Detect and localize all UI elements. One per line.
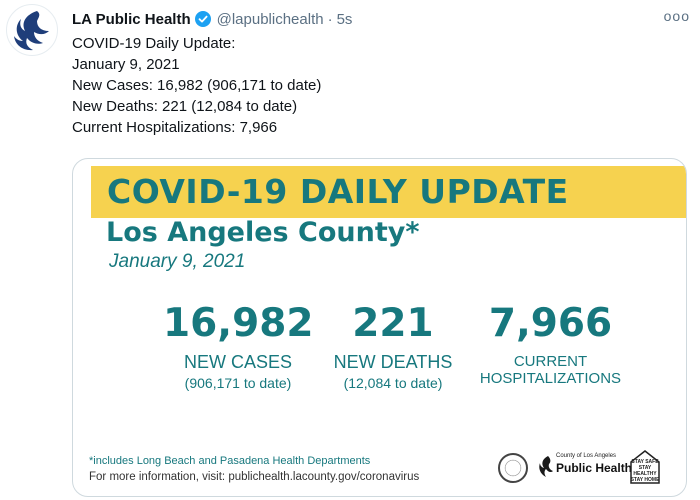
public-health-name: Public Health: [556, 461, 633, 475]
tweet-image-card[interactable]: [72, 158, 687, 497]
stat-label: NEW CASES: [183, 352, 293, 372]
stat-label-line: CURRENT: [513, 353, 588, 370]
banner-title: COVID-19 DAILY UPDATE: [107, 172, 569, 211]
tweet-header: [72, 8, 690, 30]
stat-new-deaths: [323, 301, 463, 393]
stat-label: NEW DEATHS: [333, 352, 453, 372]
stat-label: [463, 353, 638, 387]
banner: [91, 166, 686, 218]
stat-value: 7,966: [488, 301, 613, 346]
avatar[interactable]: [6, 4, 58, 56]
tweet-timestamp[interactable]: 5s: [336, 10, 353, 28]
tweet-line: January 9, 2021: [72, 56, 180, 73]
stay-home-text: STAY SAFE STAY HEALTHY STAY HOME: [630, 459, 660, 483]
stat-new-cases: [163, 301, 313, 393]
tweet-line: New Deaths: 221 (12,084 to date): [72, 98, 298, 115]
more-options-icon[interactable]: ooo: [663, 8, 690, 24]
more-info-text: For more information, visit: publichealth.lacounty.gov/coronavirus: [89, 471, 420, 483]
verified-badge-icon: [195, 11, 211, 27]
public-health-mark-icon: [538, 455, 554, 479]
stat-subtext: (906,171 to date): [184, 375, 292, 391]
user-handle[interactable]: @lapublichealth: [216, 10, 324, 28]
lapublichealth-logo-icon: [7, 5, 57, 55]
county-title: Los Angeles County*: [106, 217, 420, 248]
update-date: January 9, 2021: [109, 251, 246, 272]
stat-value: 221: [352, 301, 434, 346]
tweet-line: COVID-19 Daily Update:: [72, 35, 236, 52]
stat-subtext: (12,084 to date): [343, 375, 443, 391]
public-health-county-text: County of Los Angeles: [556, 453, 617, 459]
stat-value: 16,982: [163, 301, 314, 346]
tweet-line: New Cases: 16,982 (906,171 to date): [72, 77, 322, 94]
county-seal-icon: [498, 453, 528, 483]
footnote: *includes Long Beach and Pasadena Health Departments: [89, 455, 371, 467]
public-health-logo: [538, 453, 633, 483]
display-name[interactable]: LA Public Health: [72, 10, 191, 28]
stat-hospitalizations: [463, 301, 638, 387]
separator-dot: ·: [327, 10, 333, 28]
tweet-text: [72, 33, 632, 138]
stay-home-badge: [628, 449, 662, 485]
logo-strip: [498, 449, 673, 489]
tweet-line: Current Hospitalizations: 7,966: [72, 119, 278, 136]
stat-label-line: HOSPITALIZATIONS: [479, 370, 622, 387]
